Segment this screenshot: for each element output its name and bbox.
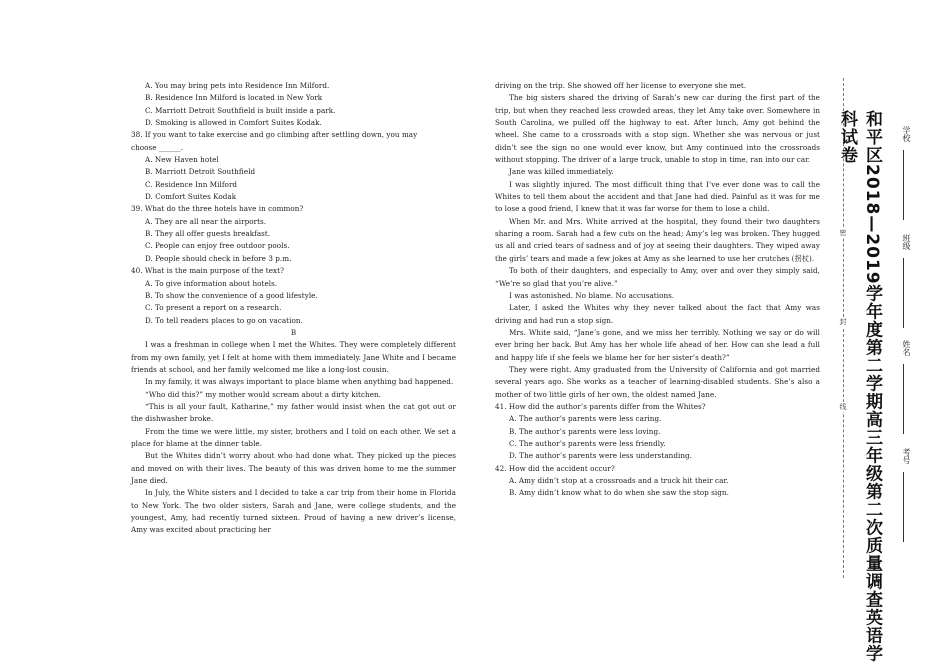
paragraph: Mrs. White said, “Jane’s gone, and we miss her terribly. Nothing we say or do will ever bring her back. But Amy has her whole life ahead of her. How can she lead a full and happy life if she feels we blame her for her sister’s death?” [495, 327, 820, 362]
q37-option-d: D. Smoking is allowed in Comfort Suites Kodak. [145, 118, 322, 128]
q40-option-a: A. To give information about hotels. [145, 278, 278, 288]
paragraph: From the time we were little, my sister, brothers and I told on each other. We set a place for blame at the dinner table. [131, 426, 456, 448]
passage-continuation: driving on the trip. She showed off her license to everyone she met. [495, 81, 747, 90]
paragraph: The big sisters shared the driving of Sarah’s new car during the first part of the trip, but when they reached less crowded areas, they let Amy take over. Somewhere in South Carolina, we pulled off the highway to eat. After lunch, Amy got behind the wheel. She came to a crossroads with a stop sign. Whether she was nervous or just didn’t see the sign no one would ever know, but Amy continued into the crossroads without stopping. The driver of a large truck, unable to stop in time, ran into our car. [495, 93, 820, 165]
q38-option-b: B. Marriott Detroit Southfield [145, 167, 256, 177]
q37-option-c: C. Marriott Detroit Southfield is built inside a park. [145, 105, 336, 115]
paragraph: To both of their daughters, and especially to Amy, over and over they simply said, “We’re so glad that you’re alive.” [495, 266, 820, 288]
paragraph: Later, I asked the Whites why they never talked about the fact that Amy was driving and had run a stop sign. [495, 303, 820, 325]
q39-option-c: C. People can enjoy free outdoor pools. [145, 241, 290, 251]
q42-stem: 42. How did the accident occur? [495, 463, 615, 473]
paragraph: I was slightly injured. The most difficult thing that I’ve ever done was to call the Whites to tell them about the accident and that Jane had died. Painful as it was for me to lose a good friend, I knew that it was far worse for them to lose a child. [495, 179, 820, 214]
paragraph: Jane was killed immediately. [509, 167, 614, 177]
q41-option-d: D. The author’s parents were less understanding. [509, 451, 693, 461]
field-label-name: 姓名 [902, 340, 911, 356]
q37-option-a: A. You may bring pets into Residence Inn Milford. [145, 81, 330, 90]
q39-option-d: D. People should check in before 3 p.m. [145, 253, 292, 263]
q40-option-c: C. To present a report on a research. [145, 303, 282, 313]
paragraph: In July, the White sisters and I decided to take a car trip from their home in Florida to New York. The two older sisters, Sarah and Jane, were college students, and the youngest, Amy, had recently turned sixteen. Proud of having a new driver’s license, Amy was excited about practicing her [131, 488, 456, 535]
field-label-school: 学校 [902, 126, 911, 142]
passage-b-part-2 [495, 92, 820, 401]
q38-option-c: C. Residence Inn Milford [145, 179, 238, 189]
q42-option-b: B. Amy didn’t know what to do when she saw the stop sign. [509, 488, 729, 498]
paragraph: In my family, it was always important to place blame when anything bad happened. [145, 377, 454, 387]
q41-option-b: B. The author’s parents were less loving. [509, 426, 661, 436]
exam-title: 和平区2018—2019学年度第二学期高三年级第二次质量调查英语学科试卷 [837, 110, 882, 663]
seal-mark-xian: 线 [835, 402, 851, 412]
q38-option-a: A. New Haven hotel [145, 155, 219, 165]
field-line-school[interactable] [903, 150, 904, 220]
q38-stem-line-2: choose ______. [131, 142, 184, 152]
field-line-name[interactable] [903, 364, 904, 434]
question-42 [495, 463, 820, 500]
paragraph: “Who did this?” my mother would scream about a dirty kitchen. [145, 389, 382, 399]
q37-option-b: B. Residence Inn Milford is located in New York [145, 93, 323, 103]
q41-option-c: C. The author’s parents were less friendly. [509, 438, 666, 448]
question-41 [495, 401, 820, 463]
seal-mark-feng: 封 [835, 317, 851, 327]
right-column [495, 80, 820, 500]
q38-option-d: D. Comfort Suites Kodak [145, 192, 237, 202]
field-label-exam-number: 考号 [902, 448, 911, 464]
paragraph: I was a freshman in college when I met the Whites. They were completely different from my own family, yet I felt at home with them immediately. Jane White and I became friends at school, and her family welcomed me like a long-lost cousin. [131, 340, 456, 374]
q39-stem: 39. What do the three hotels have in common? [131, 204, 304, 214]
paragraph: They were right. Amy graduated from the University of California and got married several years ago. She works as a teacher of learning-disabled students. She’s also a mother of two little girls of her own, the oldest named Jane. [495, 364, 820, 399]
paragraph: “This is all your fault, Katharine,” my father would insist when the cat got out or the dishwasher broke. [131, 401, 456, 424]
paragraph: When Mr. and Mrs. White arrived at the hospital, they found their two daughters sharing a room. Sarah had a few cuts on the head; Amy’s leg was broken. They hugged us all and cried tears of sadness and of joy at seeing their daughters. They wiped away the girls’ tears and made a few jokes at Amy as she learned to use her crutches (拐杖). [495, 216, 820, 263]
seal-mark-mi: 密 [835, 228, 851, 238]
q39-option-a: A. They are all near the airports. [145, 216, 267, 226]
q39-option-b: B. They all offer guests breakfast. [145, 229, 271, 239]
q41-stem: 41. How did the author’s parents differ from the Whites? [495, 401, 706, 411]
question-40 [131, 265, 456, 327]
question-38 [131, 129, 456, 203]
q40-option-b: B. To show the convenience of a good lifestyle. [145, 290, 318, 300]
q40-option-d: D. To tell readers places to go on vacation. [145, 315, 303, 325]
q40-stem: 40. What is the main purpose of the text? [131, 266, 284, 276]
field-line-exam-number[interactable] [903, 472, 904, 542]
passage-b-part-1 [131, 339, 456, 537]
left-column [131, 80, 456, 537]
q41-option-a: A. The author’s parents were less caring. [509, 414, 662, 424]
paragraph: I was astonished. No blame. No accusations. [509, 290, 675, 300]
section-b-heading: B [290, 327, 297, 337]
question-39 [131, 203, 456, 265]
q42-option-a: A. Amy didn’t stop at a crossroads and a truck hit their car. [509, 476, 729, 485]
q38-stem-line-1: 38. If you want to take exercise and go climbing after settling down, you may [131, 130, 418, 140]
field-label-class: 班级 [902, 234, 911, 250]
paragraph: But the Whites didn’t worry about who had done what. They picked up the pieces and moved on with their lives. The beauty of this was driven home to me the summer Jane died. [131, 451, 456, 485]
field-line-class[interactable] [903, 258, 904, 328]
q37-options [131, 80, 456, 129]
